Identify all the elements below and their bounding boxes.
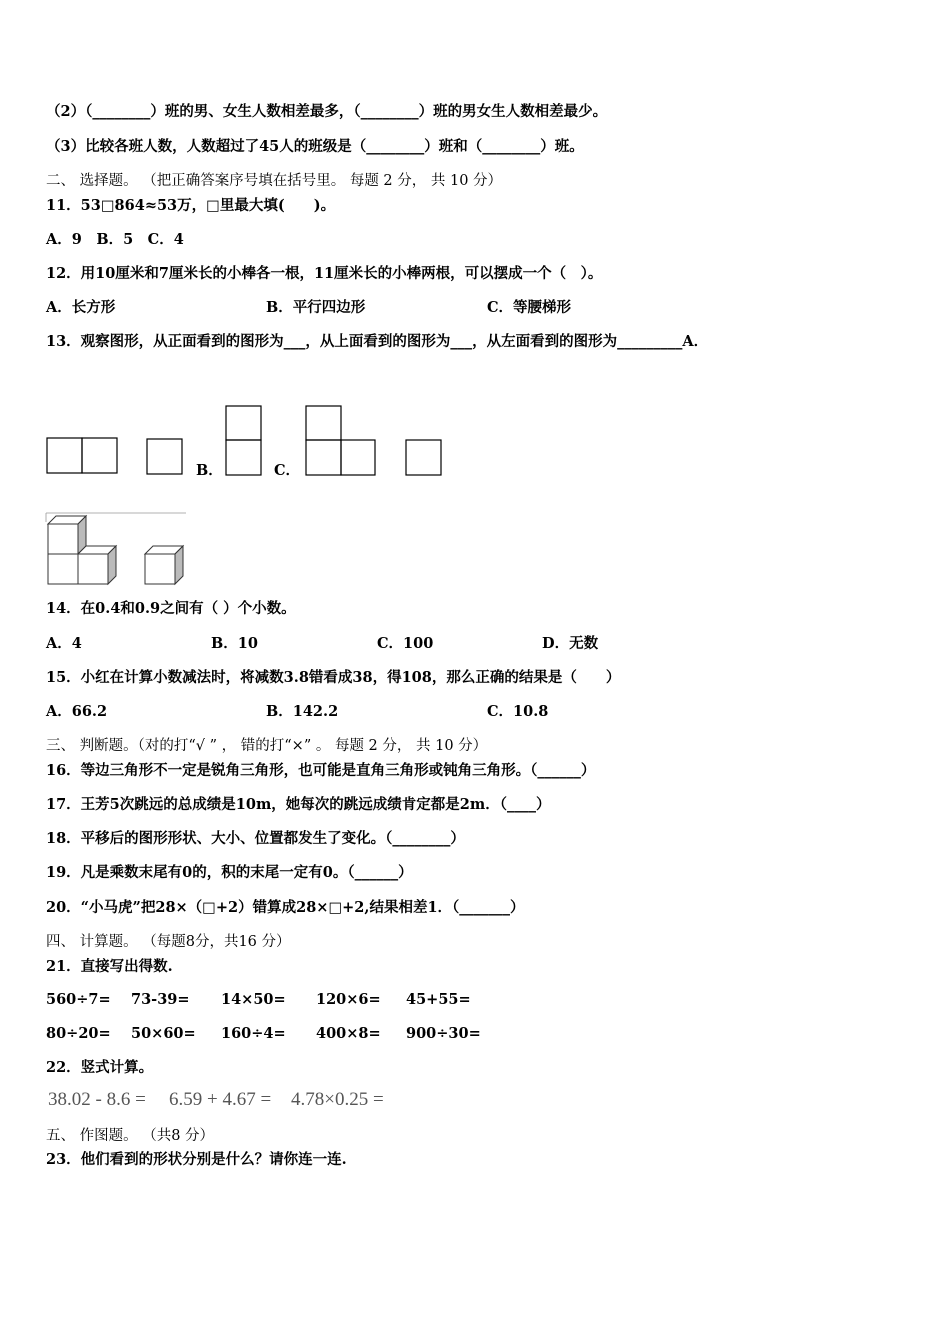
question-19: 19．凡是乘数末尾有0的，积的末尾一定有0。（______） [46, 864, 413, 881]
question-17: 17．王芳5次跳远的总成绩是10m，她每次的跳远成绩肯定都是2m．（____） [46, 796, 551, 813]
question-14-option-c: C．100 [377, 635, 434, 652]
section-5-heading: 五、 作图题。 （共8 分） [46, 1128, 215, 1144]
section-3-heading: 三、 判断题。（对的打“√ ” ， 错的打“×” 。 每题 2 分， 共 10 分） [46, 738, 488, 754]
question-12-option-b: B．平行四边形 [266, 299, 366, 316]
option-c-label: C． [274, 462, 301, 479]
calc-item: 560÷7= [46, 991, 111, 1008]
question-14: 14．在0.4和0.9之间有（ ）个小数。 [46, 600, 296, 617]
calc-item: 45+55= [406, 991, 471, 1008]
question-22: 22．竖式计算。 [46, 1059, 154, 1076]
question-18: 18．平移后的图形形状、大小、位置都发生了变化。（________） [46, 830, 465, 847]
question-15-option-c: C．10.8 [487, 703, 549, 720]
view-figure-vertical-squares [225, 405, 263, 477]
calc-item: 160÷4= [221, 1025, 286, 1042]
question-15-option-a: A．66.2 [46, 703, 108, 720]
view-figure-l-shape [305, 405, 377, 477]
question-12-option-c: C．等腰梯形 [487, 299, 572, 316]
question-11-options: A．9 B．5 C．4 [46, 231, 184, 248]
question-14-option-d: D．无数 [542, 635, 599, 652]
question-14-option-a: A．4 [46, 635, 82, 652]
view-figure-single-square-b [405, 439, 443, 477]
question-13: 13．观察图形，从正面看到的图形为___，从上面看到的图形为___，从左面看到的图形为_________A． [46, 333, 709, 350]
question-23: 23．他们看到的形状分别是什么？请你连一连. [46, 1151, 347, 1168]
question-12-option-a: A．长方形 [46, 299, 116, 316]
question-21: 21．直接写出得数. [46, 958, 173, 975]
calc-item: 50×60= [131, 1025, 196, 1042]
view-figure-two-squares [46, 437, 120, 475]
vertical-calc-expression-2: 6.59 + 4.67 = [169, 1089, 272, 1110]
option-b-label: B． [196, 462, 223, 479]
calc-item: 14×50= [221, 991, 286, 1008]
question-20: 20．“小马虎”把28×（□+2）错算成28×□+2,结果相差1．（_______） [46, 899, 525, 916]
calc-item: 120×6= [316, 991, 381, 1008]
question-11: 11．53□864≈53万，□里最大填( )。 [46, 197, 336, 214]
section-4-heading: 四、 计算题。 （每题8分，共16 分） [46, 934, 291, 950]
view-figure-single-square-a [146, 438, 184, 476]
cube-stack-figure [46, 512, 188, 588]
vertical-calc-expression-1: 38.02 - 8.6 = [48, 1089, 146, 1110]
question-15: 15．小红在计算小数减法时，将减数3.8错看成38，得108，那么正确的结果是（ ） [46, 669, 621, 686]
question-14-option-b: B．10 [211, 635, 258, 652]
question-12: 12．用10厘米和7厘米长的小棒各一根，11厘米长的小棒两根，可以摆成一个（ ）。 [46, 265, 603, 282]
calc-item: 900÷30= [406, 1025, 481, 1042]
question-2-line: （2）（________）班的男、女生人数相差最多，（________）班的男女生人数相差最少。 [46, 103, 608, 120]
question-16: 16．等边三角形不一定是锐角三角形，也可能是直角三角形或钝角三角形。（______） [46, 762, 596, 779]
calc-item: 80÷20= [46, 1025, 111, 1042]
section-2-heading: 二、 选择题。 （把正确答案序号填在括号里。 每题 2 分， 共 10 分） [46, 173, 503, 189]
vertical-calc-expression-3: 4.78×0.25 = [291, 1089, 384, 1110]
calc-item: 73-39= [131, 991, 190, 1008]
calc-item: 400×8= [316, 1025, 381, 1042]
question-15-option-b: B．142.2 [266, 703, 339, 720]
question-3-line: （3）比较各班人数，人数超过了45人的班级是（________）班和（________）班。 [46, 138, 584, 155]
